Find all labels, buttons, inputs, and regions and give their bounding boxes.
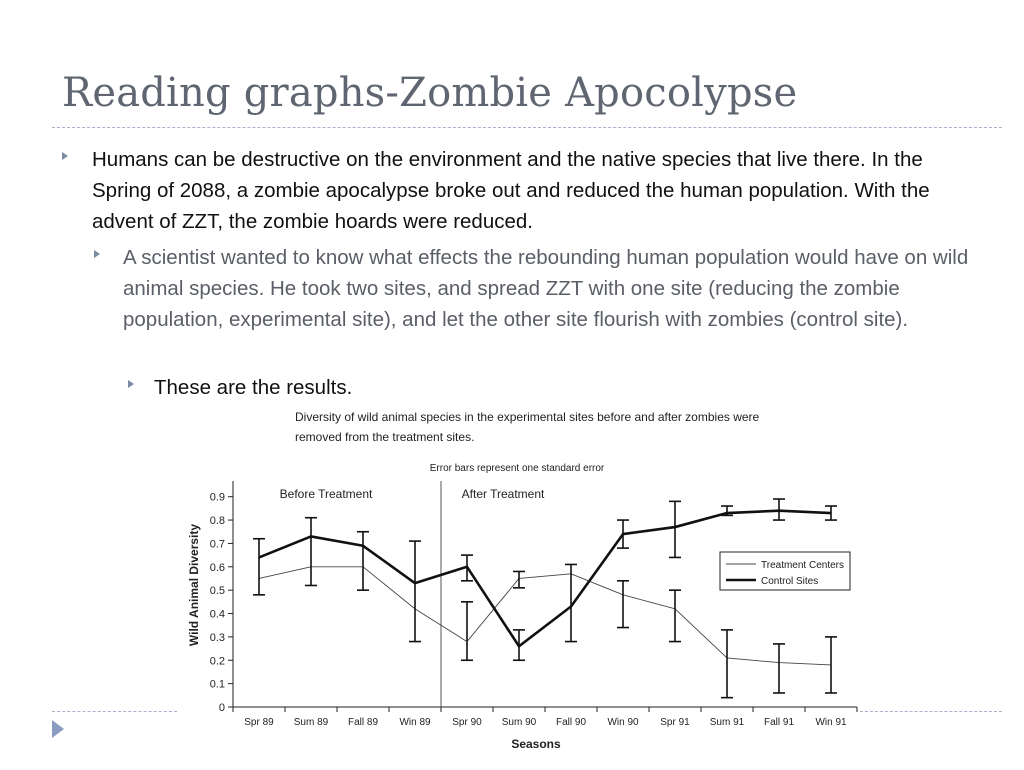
slide-title: Reading graphs-Zombie Apocolypse <box>62 70 798 116</box>
x-tick-label: Spr 90 <box>452 717 482 728</box>
x-tick-label: Spr 91 <box>660 717 690 728</box>
x-tick-label: Sum 90 <box>501 717 537 728</box>
line-chart <box>180 405 860 765</box>
x-axis-label: Seasons <box>511 737 561 751</box>
before-treatment-label: Before Treatment <box>279 487 373 501</box>
legend-label: Treatment Centers <box>761 560 844 571</box>
x-tick-label: Fall 89 <box>347 717 379 728</box>
y-tick-label: 0.9 <box>209 491 225 504</box>
y-tick-label: 0.2 <box>209 655 225 668</box>
x-tick-label: Fall 90 <box>555 717 587 728</box>
y-tick-label: 0.1 <box>209 678 225 691</box>
x-tick-label: Sum 91 <box>709 717 745 728</box>
x-tick-label: Win 89 <box>399 717 431 728</box>
y-tick-label: 0.6 <box>209 561 225 574</box>
chart-figure <box>180 405 860 765</box>
bullet-level-1 <box>62 144 972 237</box>
corner-arrow-icon <box>52 720 64 738</box>
legend-label: Control Sites <box>761 576 819 587</box>
plot-area <box>210 481 857 728</box>
bullet-text: A scientist wanted to know what effects the rebounding human population would have on wild animal species. He took two sites, and spread ZZT with one site (reducing the zombie population, experimental site), and let the other site flourish with zombies (control site). <box>123 246 969 331</box>
chart-title-line-2: removed from the treatment sites. <box>295 430 475 444</box>
after-treatment-label: After Treatment <box>461 487 545 501</box>
bullet-arrow-icon <box>94 250 100 258</box>
y-tick-label: 0.8 <box>209 515 225 528</box>
bullet-level-3 <box>128 372 628 403</box>
x-tick-label: Win 90 <box>607 717 639 728</box>
chart-title-line-1: Diversity of wild animal species in the experimental sites before and after zombies were <box>295 410 760 424</box>
x-tick-label: Win 91 <box>815 717 847 728</box>
y-tick-label: 0.4 <box>209 608 225 621</box>
y-tick-label: 0 <box>218 702 225 714</box>
x-tick-label: Fall 91 <box>763 717 795 728</box>
bullet-level-2 <box>94 242 974 335</box>
y-tick-label: 0.7 <box>209 538 225 551</box>
bullet-arrow-icon <box>128 380 134 388</box>
title-divider <box>52 127 1002 128</box>
y-axis-label: Wild Animal Diversity <box>187 523 201 647</box>
bullet-arrow-icon <box>62 152 68 160</box>
y-tick-label: 0.3 <box>209 631 225 644</box>
x-tick-label: Spr 89 <box>244 717 274 728</box>
chart-subtitle: Error bars represent one standard error <box>429 463 605 474</box>
y-tick-label: 0.5 <box>209 585 225 598</box>
x-tick-label: Sum 89 <box>293 717 329 728</box>
bullet-text: Humans can be destructive on the environment and the native species that live there. In the Spring of 2088, a zombie apocalypse broke out and reduced the human population. With the advent of ZZT, the zombie hoards were reduced. <box>92 148 930 233</box>
footer-divider-right <box>860 711 1002 712</box>
footer-divider-left <box>52 711 177 712</box>
bullet-text: These are the results. <box>154 376 353 399</box>
